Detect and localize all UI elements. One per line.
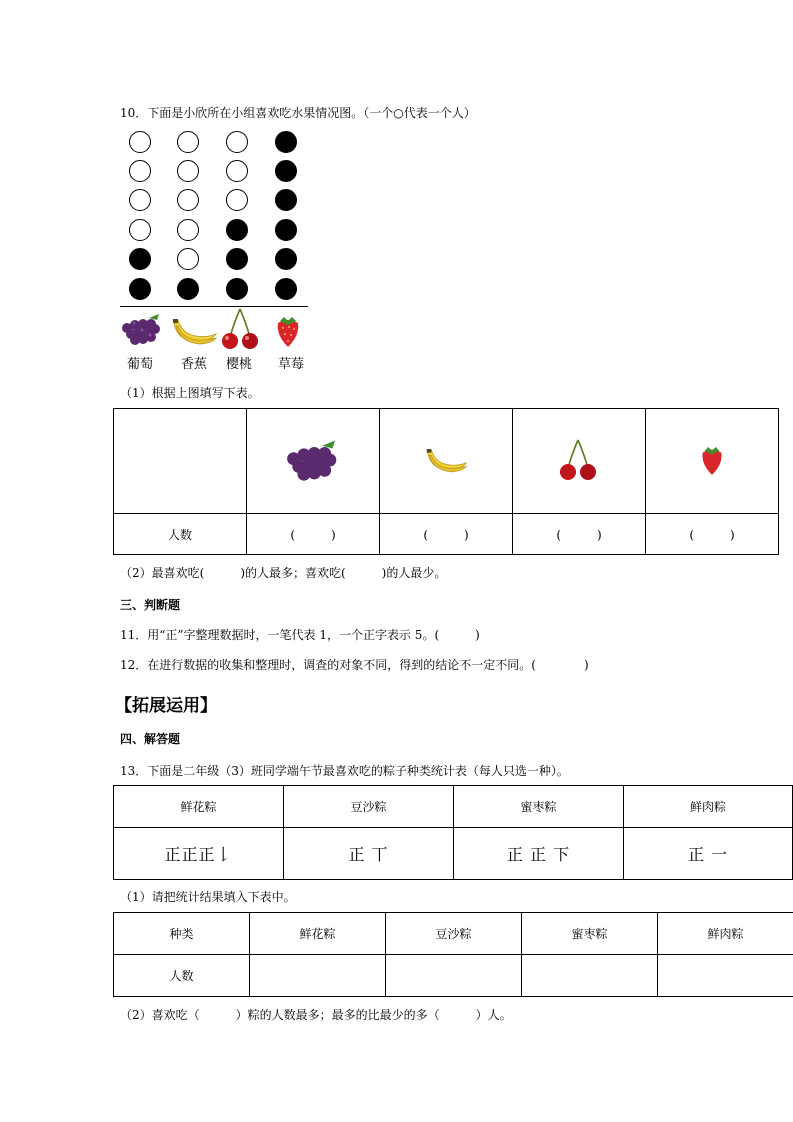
result-header: 鲜肉粽 [658, 913, 793, 955]
result-header: 豆沙粽 [386, 913, 522, 955]
empty-circle [177, 248, 199, 270]
filled-circle [275, 131, 297, 153]
result-answer-cell[interactable] [522, 955, 658, 997]
result-answer-cell[interactable] [658, 955, 793, 997]
tally-table [113, 785, 793, 880]
filled-circle [226, 248, 248, 270]
q10-sub2: （2）最喜欢吃( )的人最多；喜欢吃( )的人最少。 [120, 566, 447, 580]
tally-header: 鲜肉粽 [624, 786, 793, 828]
empty-circle [226, 131, 248, 153]
tally-header: 蜜枣粽 [454, 786, 624, 828]
tally-marks: 正 正 下 [454, 828, 624, 880]
result-header: 蜜枣粽 [522, 913, 658, 955]
fruit-label-banana: 香蕉 [180, 357, 207, 372]
filled-circle [275, 248, 297, 270]
filled-circle [275, 160, 297, 182]
section4-heading: 四、解答题 [120, 732, 181, 746]
tally-header: 豆沙粽 [284, 786, 454, 828]
table-cherry-cell [513, 409, 646, 514]
empty-circle [129, 189, 151, 211]
filled-circle [275, 278, 297, 300]
fruit-label-grapes: 葡萄 [126, 357, 153, 372]
table-banana-cell [380, 409, 513, 514]
empty-circle [177, 131, 199, 153]
result-header: 鲜花粽 [250, 913, 386, 955]
answer-blank-banana[interactable]: ( ) [380, 514, 513, 555]
empty-circle [177, 189, 199, 211]
q10-table-corner [114, 409, 247, 514]
empty-circle [177, 160, 199, 182]
result-row-label: 人数 [114, 955, 250, 997]
pictograph-baseline [120, 306, 308, 307]
filled-circle [275, 219, 297, 241]
fruit-label-cherry: 樱桃 [225, 357, 252, 372]
fruit-label-strawberry: 草莓 [277, 357, 304, 372]
strawberry-icon [699, 443, 725, 477]
answer-blank-cherry[interactable]: ( ) [513, 514, 646, 555]
cherry-icon [558, 438, 600, 482]
empty-circle [177, 219, 199, 241]
tally-marks: 正 ⼀ [624, 828, 793, 880]
empty-circle [226, 189, 248, 211]
q10-table [113, 408, 779, 555]
empty-circle [129, 160, 151, 182]
filled-circle [129, 248, 151, 270]
table-grapes-cell [247, 409, 380, 514]
q10-row-label: 人数 [114, 514, 247, 555]
filled-circle [226, 219, 248, 241]
tally-marks: 正正正𠄌 [114, 828, 284, 880]
empty-circle [226, 160, 248, 182]
q10-title: 10．下面是小欣所在小组喜欢吃水果情况图。（一个○代表一个人） [120, 106, 476, 120]
result-answer-cell[interactable] [250, 955, 386, 997]
filled-circle [275, 189, 297, 211]
answer-blank-grapes[interactable]: ( ) [247, 514, 380, 555]
grapes-icon [119, 312, 165, 349]
grapes-icon [282, 438, 344, 482]
section3-heading: 三、判断题 [120, 598, 181, 612]
cherry-icon [220, 307, 262, 354]
answer-blank-strawberry[interactable]: ( ) [646, 514, 779, 555]
filled-circle [177, 278, 199, 300]
table-strawberry-cell [646, 409, 779, 514]
q13-sub2: （2）喜欢吃（ ）粽的人数最多；最多的比最少的多（ ）人。 [120, 1008, 512, 1022]
banana-icon [424, 446, 468, 474]
q13-sub1: （1）请把统计结果填入下表中。 [120, 890, 296, 904]
q13-text: 13．下面是二年级（3）班同学端午节最喜欢吃的粽子种类统计表（每人只选一种）。 [120, 764, 569, 778]
q11-text: 11．用“正”字整理数据时，一笔代表 1，一个正字表示 5。( ) [120, 628, 480, 642]
tally-header: 鲜花粽 [114, 786, 284, 828]
q12-text: 12．在进行数据的收集和整理时，调查的对象不同，得到的结论不一定不同。( ) [120, 658, 589, 672]
q10-sub1: （1）根据上图填写下表。 [120, 386, 260, 400]
extension-heading: 【拓展运用】 [115, 696, 217, 716]
filled-circle [226, 278, 248, 300]
result-answer-cell[interactable] [386, 955, 522, 997]
strawberry-icon [274, 313, 302, 352]
result-header: 种类 [114, 913, 250, 955]
empty-circle [129, 131, 151, 153]
result-table [113, 912, 793, 997]
tally-marks: 正 丅 [284, 828, 454, 880]
banana-icon [170, 316, 218, 349]
empty-circle [129, 219, 151, 241]
filled-circle [129, 278, 151, 300]
